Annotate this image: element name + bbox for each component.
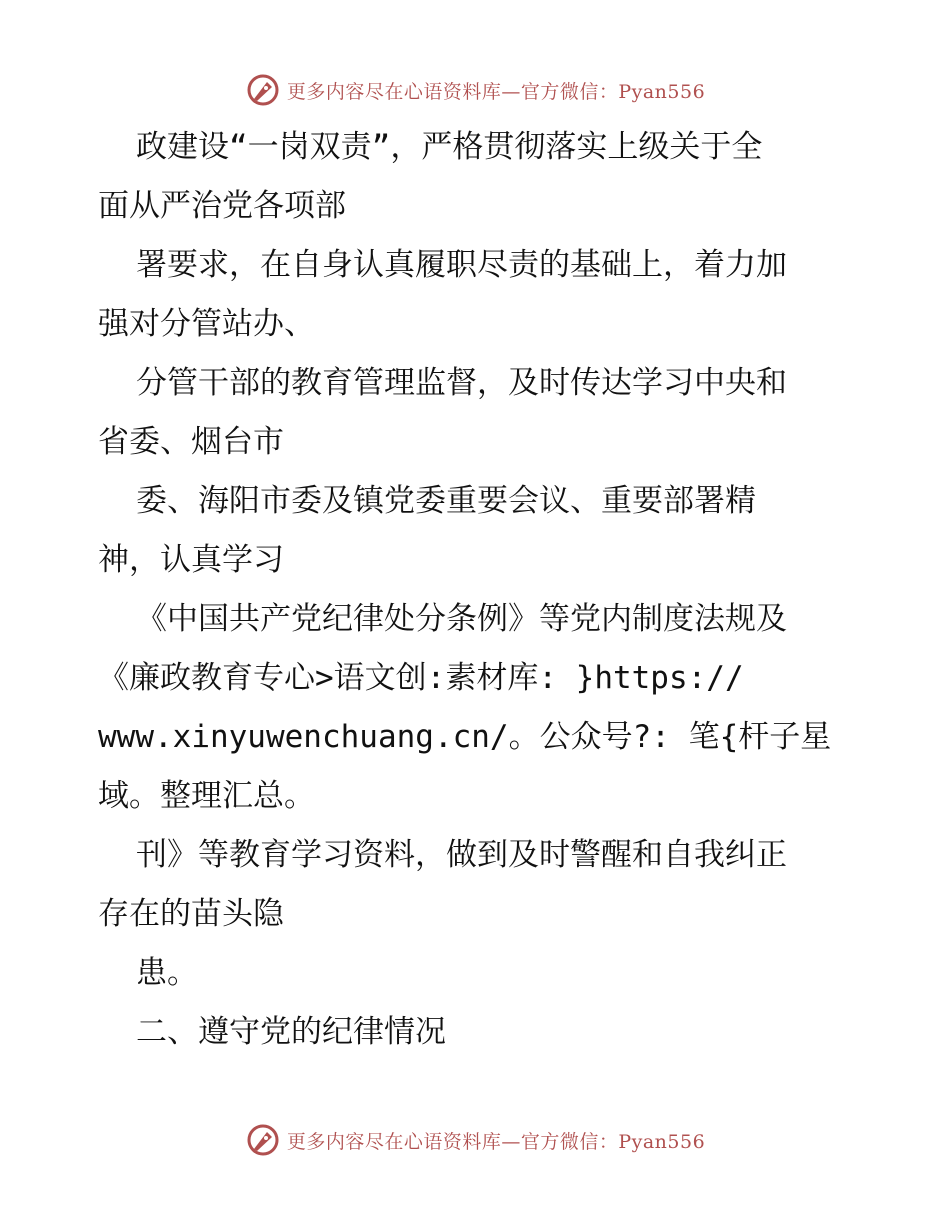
pen-nib-logo-icon xyxy=(245,72,281,108)
text-line: 《中国共产党纪律处分条例》等党内制度法规及 xyxy=(136,601,787,637)
text-line: 神，认真学习 xyxy=(98,542,284,578)
text-line: 强对分管站办、 xyxy=(98,306,315,342)
text-line: 存在的苗头隐 xyxy=(98,896,284,932)
text-line: 署要求，在自身认真履职尽责的基础上，着力加 xyxy=(136,247,787,283)
document-body xyxy=(98,118,868,1062)
text-line: 刊》等教育学习资料，做到及时警醒和自我纠正 xyxy=(136,837,787,873)
text-line: 分管干部的教育管理监督，及时传达学习中央和 xyxy=(136,365,787,401)
text-line: 患。 xyxy=(136,955,198,991)
text-line: 域。整理汇总。 xyxy=(98,778,315,814)
pen-nib-logo-icon xyxy=(245,1122,281,1158)
footer-watermark-banner xyxy=(0,1120,950,1160)
text-line: 《廉政教育专心>语文创:素材库: }https:// xyxy=(98,660,744,696)
text-line: 二、遵守党的纪律情况 xyxy=(136,1014,446,1050)
footer-watermark-text: 更多内容尽在心语资料库—官方微信：Pyan556 xyxy=(286,1130,706,1153)
text-line: 政建设“一岗双责”，严格贯彻落实上级关于全 xyxy=(136,129,763,165)
header-watermark-text: 更多内容尽在心语资料库—官方微信：Pyan556 xyxy=(286,80,706,103)
header-watermark-banner xyxy=(0,70,950,110)
text-line: www.xinyuwenchuang.cn/。公众号?: 笔{杆子星 xyxy=(98,719,832,755)
text-line: 省委、烟台市 xyxy=(98,424,284,460)
text-line: 委、海阳市委及镇党委重要会议、重要部署精 xyxy=(136,483,756,519)
text-line: 面从严治党各项部 xyxy=(98,188,346,224)
